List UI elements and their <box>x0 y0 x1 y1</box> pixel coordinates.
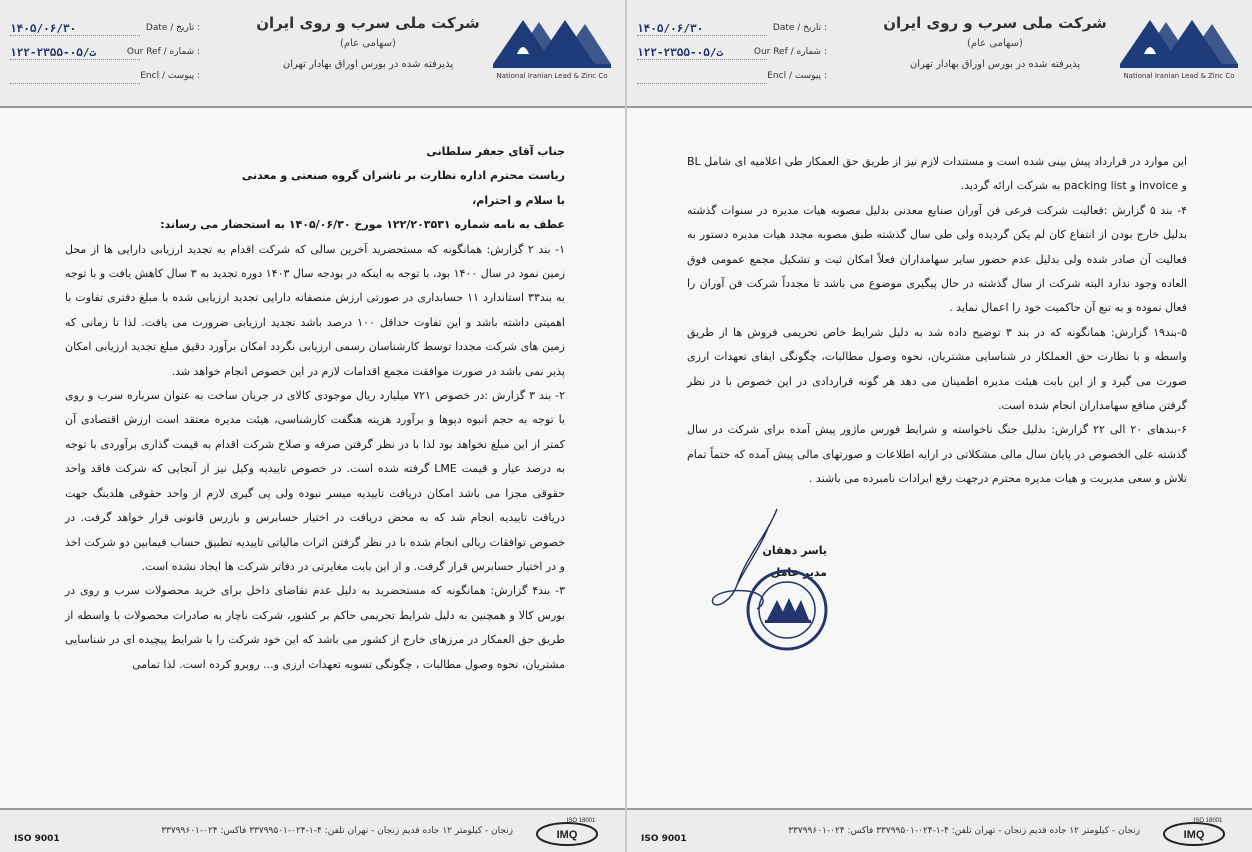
letter-page-2 <box>627 0 1252 852</box>
bourse-note: پذیرفته شده در بورس اوراق بهادار تهران <box>282 59 454 70</box>
iso-9001-mark: ISO 9001 <box>641 834 687 844</box>
paragraph-6: ۶-بندهای ۲۰ الی ۲۲ گزارش: بدلیل جنگ ناخواسته و شرایط فورس ماژور پیش آمده برای شرکت در سال گذشته علی الخصوص در پایان سال مالی مشکلاتی در ارایه اطلاعات و صورتهای مالی پیش آمده که حتماً تمام تلاش و سعی مدیریت و هیات مدیره محترم درجهت رفع ایرادات نامبرده می باشند . <box>687 423 1187 486</box>
encl-label: Encl / پیوست : <box>767 71 827 81</box>
imq-logo <box>527 814 607 848</box>
nilz-logo-icon <box>1120 14 1238 70</box>
paragraph-3: ۳- بند۴ گزارش: همانگونه که مستحضرید به دلیل عدم تقاضای داخل برای خرید محصولات سرب و روی در بورس کالا و همچنین به دلیل شرایط تحریمی حاکم بر کشور، شرکت ناچار به صادرات محصولات با واسطه از طریق حق العمکار در مرزهای خارج از کشور می باشد که این خود شرکت را با شرایط پیچیده ای در شناسایی مشتریان، نحوه وصول مطالبات ، چگونگی تسویه تعهدات ارزی و... روبرو کرده است. لذا تمامی <box>65 584 565 671</box>
logo-caption: National Iranian Lead & Zinc Co <box>496 72 608 80</box>
letter-body-1 <box>65 140 565 677</box>
company-logo <box>493 14 611 84</box>
imq-label: IMQ <box>556 829 578 841</box>
iso-18001-label: ISO 18001 <box>1193 818 1223 824</box>
signer-title: مدیر عامل <box>770 566 827 579</box>
date-value: ۱۴۰۵/۰۶/۳۰ <box>10 21 77 35</box>
paragraph-1: ۱- بند ۲ گزارش: همانگونه که مستحضرید آخرین سالی که شرکت اقدام به تجدید ارزیابی دارایی ها از محل زمین نمود در سال ۱۴۰۰ بود، با توجه به اینکه در بودجه سال ۱۴۰۳ دوره تجدید به ۳ سال کاهش یافت و با توجه به بند۳۳ استاندارد ۱۱ حسابداری در صورتی ارزش منصفانه دارایی تجدید ارزیابی شده با مبلغ دفتری تفاوت با اهمیتی داشته باشد و این تفاوت حداقل ۱۰۰ درصد باشد تجدید ارزیابی ضرورت می یافت. لذا تا زمانی که زمین های شرکت مجددا توسط کارشناسان رسمی ارزیابی نگردد امکان برآورد دقیق مبلغ تجدید ارزیابی امکان پذیر نمی باشد در صورت موافقت مجمع اقدامات لازم در این خصوص انجام خواهد شد. <box>65 242 566 378</box>
imq-logo <box>1154 814 1234 848</box>
date-row <box>10 16 200 40</box>
encl-row <box>637 64 827 88</box>
ref-value: ۱۲۲-۲۳۵۵-۰۵/ت <box>10 45 97 59</box>
company-logo <box>1120 14 1238 84</box>
company-block <box>253 14 483 70</box>
letter-page-1 <box>0 0 625 852</box>
ref-label: Our Ref / شماره : <box>126 47 200 57</box>
company-name: شرکت ملی سرب و روی ایران <box>883 14 1107 32</box>
date-label: Date / تاریخ : <box>145 23 200 33</box>
footer-address: زنجان - کیلومتر ۱۲ جاده قدیم زنجان - تهران تلفن: ۴-۱-۰۲۴-۳۳۷۹۹۵۰۱ فاکس: ۰۲۴-۳۳۷۹۹۶۰۱ <box>788 826 1140 836</box>
nilz-logo-icon <box>493 14 611 70</box>
imq-certification-icon <box>527 814 607 848</box>
letter-body-2 <box>687 150 1187 492</box>
iso-18001-label: ISO 18001 <box>566 818 596 824</box>
intro-line: عطف به نامه شماره ۱۲۲/۲۰۳۵۳۱ مورخ ۱۴۰۵/۰۶/۳۰ به استحضار می رساند: <box>160 218 565 232</box>
paragraph-continued: این موارد در قرارداد پیش بینی شده است و مستندات لازم نیز از طریق حق العمکار طی اعلامیه ای شامل BL و invoice و packing list به شرکت ارائه گردید. <box>687 155 1187 193</box>
date-row <box>637 16 827 40</box>
company-block <box>880 14 1110 70</box>
paragraph-5: ۵-بند۱۹ گزارش: همانگونه که در بند ۳ توضیح داده شد به دلیل شرایط خاص تحریمی فروش ها از طریق واسطه و با نظارت حق العملکار در شناسایی مشتریان، نحوه وصول مطالبات، چگونگی ایفای تعهدات ارزی صورت می گیرد و از این بابت هیئت مدیره اطمینان می دهد هر گونه قراردادی در این خصوص با در نظر گرفتن منافع سهامداران انجام شده است. <box>687 325 1187 413</box>
letterhead <box>627 0 1252 108</box>
logo-caption: National Iranian Lead & Zinc Co <box>1123 72 1235 80</box>
company-type: (سهامی عام) <box>340 38 396 49</box>
addressee: جناب آقای جعفر سلطانی <box>426 145 565 158</box>
imq-certification-icon <box>1154 814 1234 848</box>
ref-row <box>10 40 200 64</box>
company-type: (سهامی عام) <box>967 38 1023 49</box>
iso-9001-mark: ISO 9001 <box>14 834 60 844</box>
encl-label: Encl / پیوست : <box>140 71 200 81</box>
company-seal-stamp <box>745 568 829 652</box>
company-name: شرکت ملی سرب و روی ایران <box>256 14 480 32</box>
bourse-note: پذیرفته شده در بورس اوراق بهادار تهران <box>909 59 1081 70</box>
signer-name: یاسر دهقان <box>762 544 827 557</box>
ref-value: ۱۲۲-۲۳۵۵-۰۵/ت <box>637 45 724 59</box>
letter-meta <box>637 16 827 88</box>
paragraph-4: ۴- بند ۵ گزارش :فعالیت شرکت فرعی فن آوران صنایع معدنی بدلیل مصوبه هیات مدیره در سنوات گذشته بدلیل خارج بودن از انتفاع کان لم یکن گردیده ولی طی سال گذشته طبق مصوبه مجدد هیات مدیره دستور به فعالیت آن صادر شده ولی بدلیل عدم حضور سایر سهامداران فعلاً امکان ثبت و تشکیل مجمع عمومی فوق العاده وجود ندارد البته شرکت از سال گذشته در حال پیگیری موضوع می باشد تا مجدداً شرکت فن آوران را فعال نموده و به تبع آن حاکمیت خود را اعمال نماید . <box>687 203 1188 315</box>
footer-address: زنجان - کیلومتر ۱۲ جاده قدیم زنجان - تهران تلفن: ۴-۱-۰۲۴-۳۳۷۹۹۵۰۱ فاکس: ۰۲۴-۳۳۷۹۹۶۰۱ <box>161 826 513 836</box>
encl-row <box>10 64 200 88</box>
ref-row <box>637 40 827 64</box>
imq-label: IMQ <box>1183 829 1205 841</box>
paragraph-2: ۲- بند ۳ گزارش :در خصوص ۷۲۱ میلیارد ریال موجودی کالای در جریان ساخت به عنوان سرباره سرب و روی با توجه به حجم انبوه دپوها و برآورد هزینه هنگفت کارشناسی، هیئت مدیره معتقد است ارزش اقتصادی آن کمتر از این مبلغ نخواهد بود لذا با در نظر گرفتن صرفه و صلاح شرکت اقدام به قیمت گذاری برآوردی با توجه به درصد عیار و قیمت LME گرفته شده است. در خصوص تاییدیه وکیل نیز از آنجایی که شرکت فاقد واحد حقوقی مجزا می باشد امکان دریافت تاییدیه میسر نبوده ولی پی گیری لازم از واحد حقوقی هلدینگ جهت دریافت تاییدیه انجام شد که به محض دریافت در اختیار حسابرس و بازرس قانونی قرار خواهد گرفت. در خصوص توافقات ریالی انجام شده با در نظر گرفتن اثرات مالیاتی تاییدیه تطبیق حساب فیمابین دو شرکت اخذ و در اختیار حسابرس قرار گرفت. و از این بابت مغایرتی در دفاتر شرکت ها ایجاد نشده است. <box>65 389 565 573</box>
letter-footer <box>0 808 625 852</box>
ref-label: Our Ref / شماره : <box>753 47 827 57</box>
date-label: Date / تاریخ : <box>772 23 827 33</box>
addressee-position: ریاست محترم اداره نظارت بر ناشران گروه صنعتی و معدنی <box>241 169 565 183</box>
letter-meta <box>10 16 200 88</box>
letter-footer <box>627 808 1252 852</box>
greeting: با سلام و احترام، <box>472 193 565 207</box>
letterhead <box>0 0 625 108</box>
date-value: ۱۴۰۵/۰۶/۳۰ <box>637 21 704 35</box>
